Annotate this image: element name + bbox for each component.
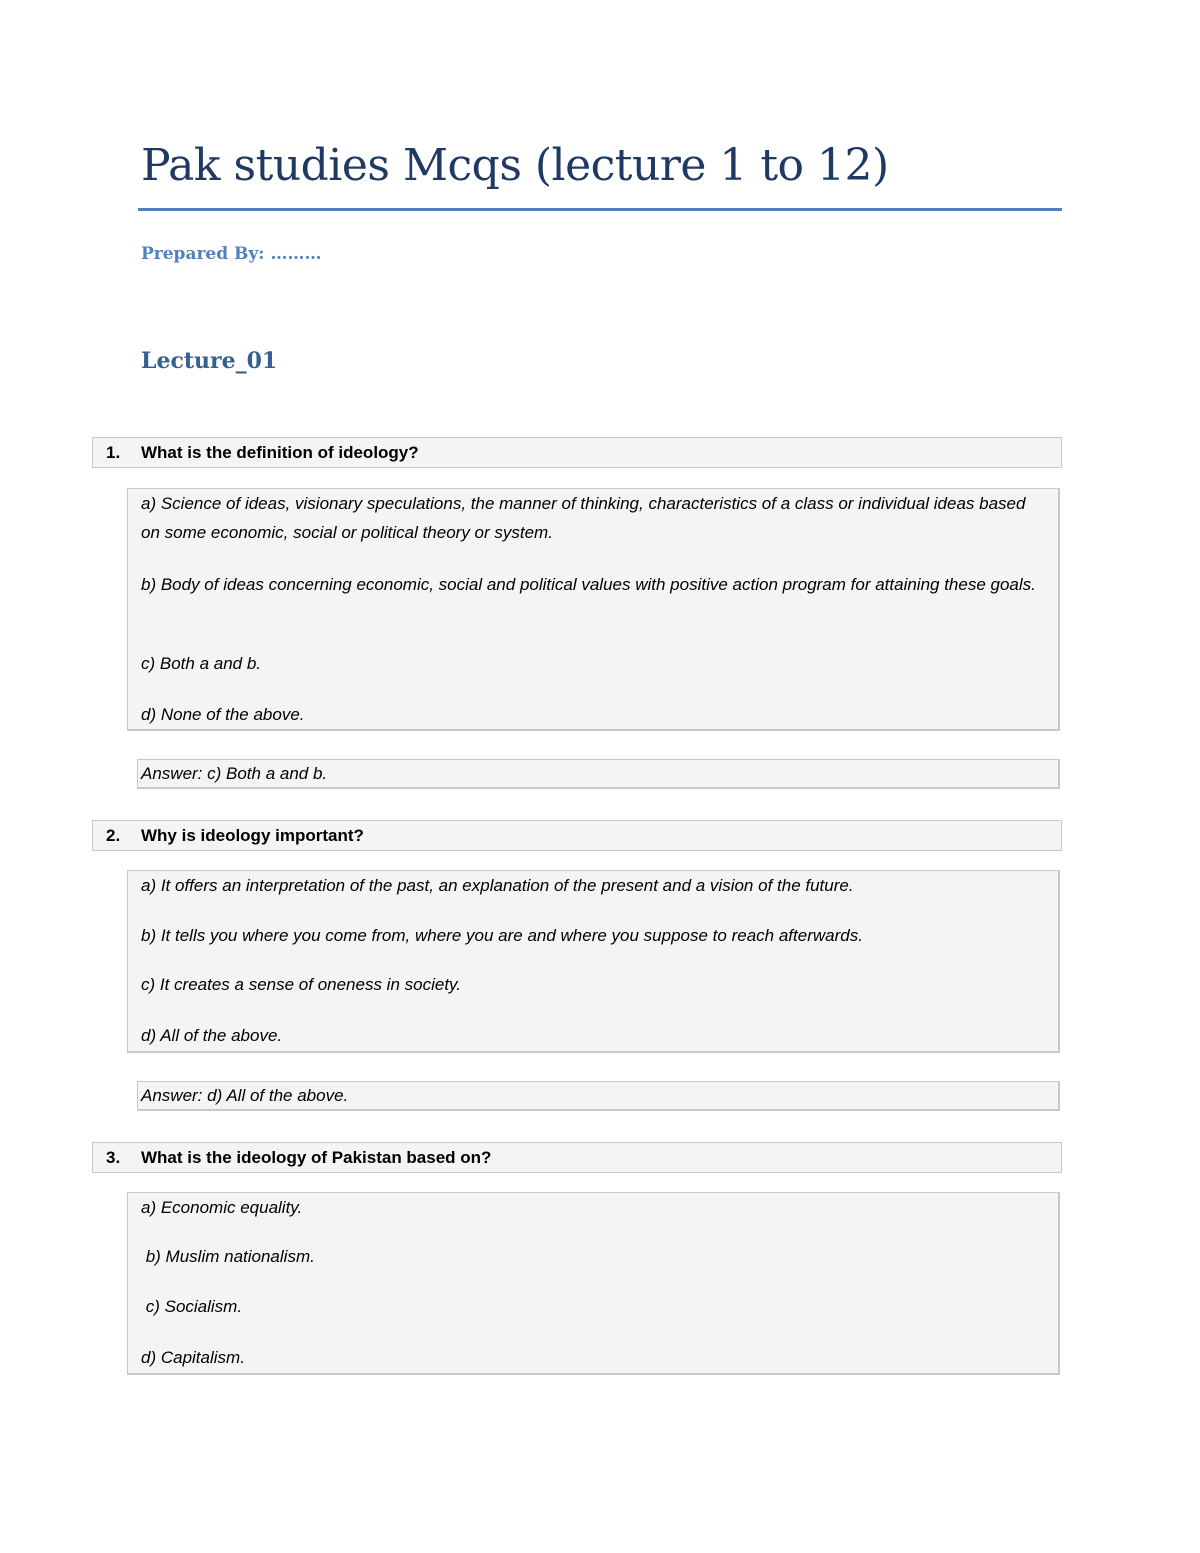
question-2-options	[127, 870, 1060, 1053]
option-d: d) Capitalism.	[141, 1348, 245, 1367]
option-b: b) Body of ideas concerning economic, social and political values with positive action program for attaining these goals.	[141, 575, 1036, 594]
question-number: 3.	[106, 1148, 121, 1167]
question-text: What is the ideology of Pakistan based on?	[141, 1148, 492, 1167]
question-number: 1.	[106, 443, 121, 462]
document-title: Pak studies Mcqs (lecture 1 to 12)	[141, 140, 889, 191]
lecture-heading: Lecture_01	[141, 348, 278, 374]
question-1	[92, 437, 1062, 468]
answer-text: Answer: d) All of the above.	[141, 1086, 349, 1105]
question-1-options	[127, 488, 1060, 731]
question-1-answer	[137, 759, 1060, 789]
question-2	[92, 820, 1062, 851]
option-d: d) All of the above.	[141, 1026, 283, 1045]
option-a: a) It offers an interpretation of the past, an explanation of the present and a vision of the future.	[141, 876, 854, 895]
option-c: c) It creates a sense of oneness in society.	[141, 975, 462, 994]
question-3-options	[127, 1192, 1060, 1375]
option-a: a) Economic equality.	[141, 1198, 303, 1217]
option-a: a) Science of ideas, visionary speculations, the manner of thinking, characteristics of a class or individual ideas based on some economic, social or political theory or system.	[141, 494, 1026, 542]
question-text: Why is ideology important?	[141, 826, 364, 845]
prepared-by-line: Prepared By: ………	[141, 244, 322, 264]
title-underline	[138, 208, 1062, 211]
option-b: b) Muslim nationalism.	[141, 1247, 315, 1266]
option-b: b) It tells you where you come from, where you are and where you suppose to reach afterwards.	[141, 926, 863, 945]
question-text: What is the definition of ideology?	[141, 443, 419, 462]
option-d: d) None of the above.	[141, 705, 305, 724]
option-c: c) Both a and b.	[141, 654, 262, 673]
question-3	[92, 1142, 1062, 1173]
option-c: c) Socialism.	[141, 1297, 243, 1316]
question-number: 2.	[106, 826, 121, 845]
question-2-answer	[137, 1081, 1060, 1111]
answer-text: Answer: c) Both a and b.	[141, 764, 328, 783]
